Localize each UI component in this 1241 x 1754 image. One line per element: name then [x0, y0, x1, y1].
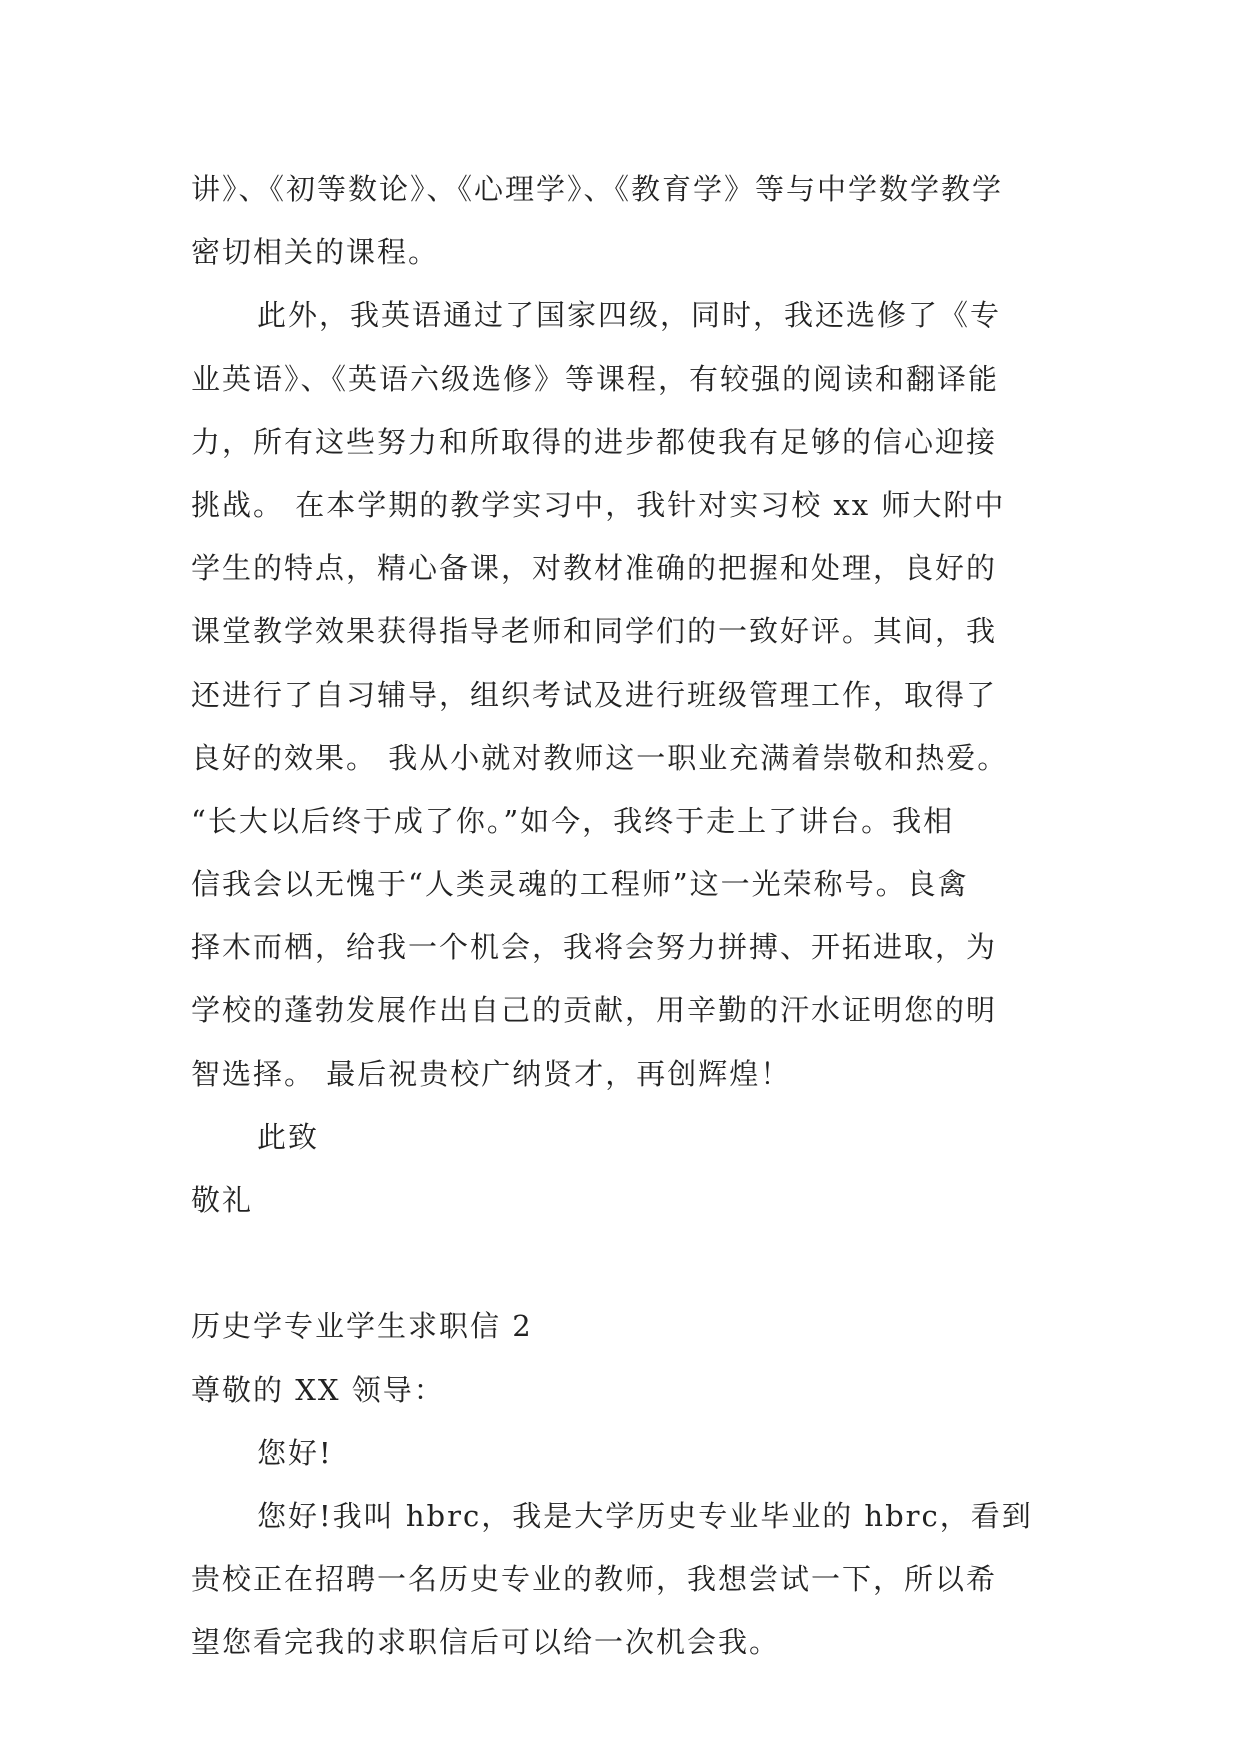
text-line: 良好的效果。 我从小就对教师这一职业充满着崇敬和热爱。	[191, 740, 1009, 775]
text-line: 学生的特点，精心备课，对教材准确的把握和处理，良好的	[191, 551, 998, 586]
text-line: 望您看完我的求职信后可以给一次机会我。	[191, 1625, 781, 1660]
text-line: 力，所有这些努力和所取得的进步都使我有足够的信心迎接	[191, 424, 998, 459]
text-line: 学校的蓬勃发展作出自己的贡献，用辛勤的汗水证明您的明	[191, 993, 998, 1028]
document-body	[191, 158, 1091, 1675]
greeting-recipient: 尊敬的 XX 领导：	[191, 1372, 445, 1407]
text-line: 智选择。 最后祝贵校广纳贤才，再创辉煌！	[191, 1056, 792, 1091]
closing-salutation: 此致	[257, 1119, 320, 1154]
greeting: 您好!	[257, 1435, 333, 1470]
text-line: 密切相关的课程。	[191, 235, 440, 270]
closing-regards: 敬礼	[191, 1183, 254, 1217]
text-line: 择木而栖，给我一个机会，我将会努力拼搏、开拓进取，为	[191, 930, 998, 965]
text-line: 挑战。 在本学期的教学实习中，我针对实习校 xx 师大附中	[191, 487, 1006, 522]
text-line: 讲》、《初等数论》、《心理学》、《教育学》等与中学数学教学	[191, 172, 1004, 206]
text-line: 信我会以无愧于“人类灵魂的工程师”这一光荣称号。良禽	[191, 867, 969, 902]
section-title: 历史学专业学生求职信 2	[191, 1309, 533, 1344]
text-line: 贵校正在招聘一名历史专业的教师，我想尝试一下，所以希	[191, 1562, 998, 1597]
paragraph-start: 您好!我叫 hbrc，我是大学历史专业毕业的 hbrc，看到	[257, 1498, 1033, 1533]
paragraph-start: 此外，我英语通过了国家四级，同时，我还选修了《专	[257, 298, 1002, 333]
text-line: “长大以后终于成了你。”如今，我终于走上了讲台。我相	[191, 803, 955, 838]
text-line: 还进行了自习辅导，组织考试及进行班级管理工作，取得了	[191, 677, 998, 712]
blank-line	[191, 1232, 1091, 1295]
text-line: 课堂教学效果获得指导老师和同学们的一致好评。其间，我	[191, 614, 998, 649]
text-line: 业英语》、《英语六级选修》等课程，有较强的阅读和翻译能	[191, 361, 1000, 396]
